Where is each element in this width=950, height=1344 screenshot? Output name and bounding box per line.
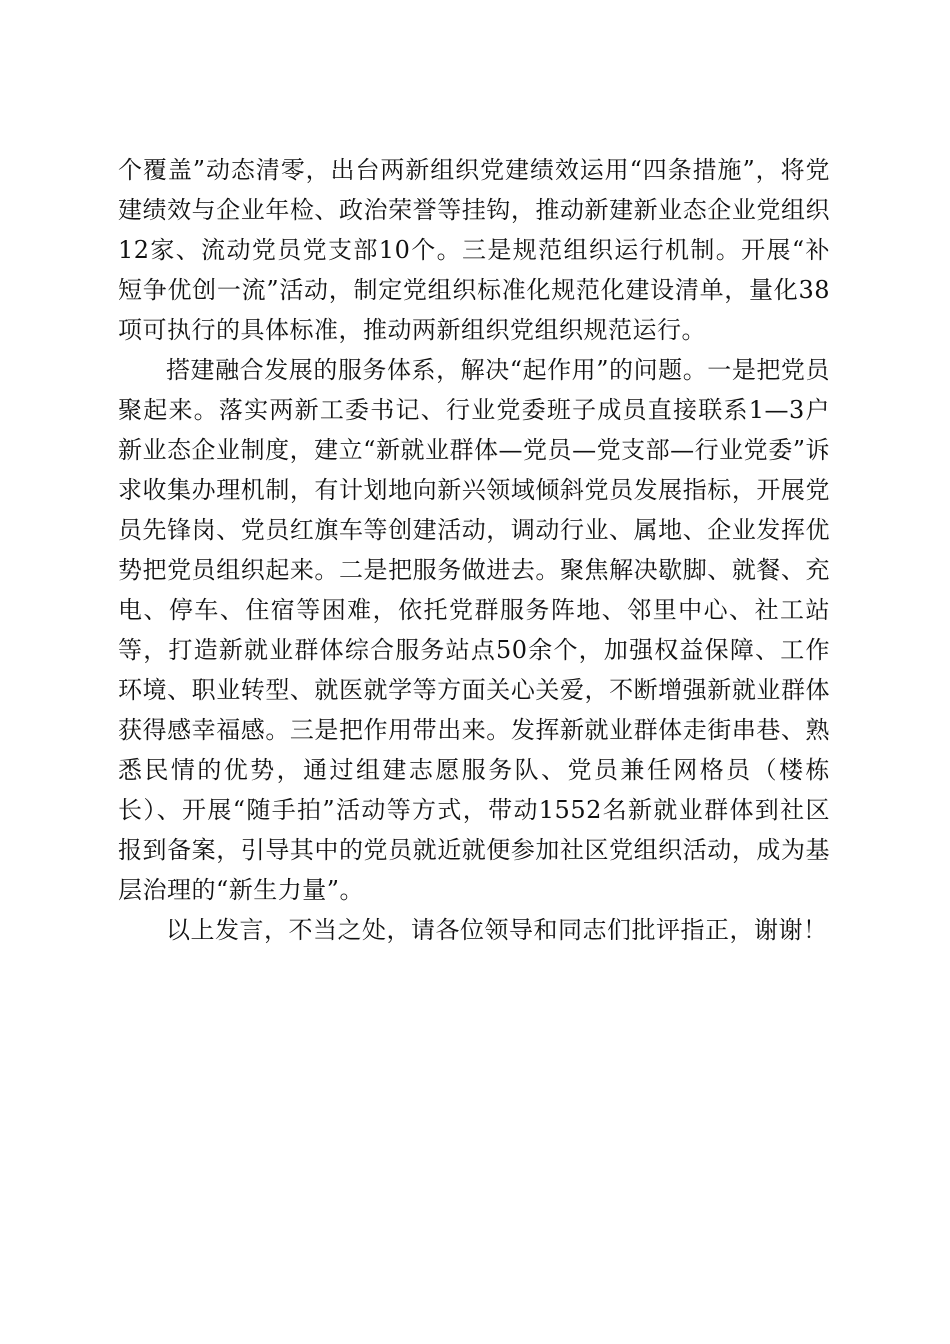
- paragraph-1: 个覆盖”动态清零，出台两新组织党建绩效运用“四条措施”，将党建绩效与企业年检、政治荣誉等挂钩，推动新建新业态企业党组织12家、流动党员党支部10个。三是规范组织运行机制。开展“补短争优创一流”活动，制定党组织标准化规范化建设清单，量化38项可执行的具体标准，推动两新组织党组织规范运行。: [118, 156, 830, 344]
- paragraph-2: 搭建融合发展的服务体系，解决“起作用”的问题。一是把党员聚起来。落实两新工委书记、行业党委班子成员直接联系1—3户新业态企业制度，建立“新就业群体—党员—党支部—行业党委”诉求收集办理机制，有计划地向新兴领域倾斜党员发展指标，开展党员先锋岗、党员红旗车等创建活动，调动行业、属地、企业发挥优势把党员组织起来。二是把服务做进去。聚焦解决歇脚、就餐、充电、停车、住宿等困难，依托党群服务阵地、邻里中心、社工站等，打造新就业群体综合服务站点50余个，加强权益保障、工作环境、职业转型、就医就学等方面关心关爱，不断增强新就业群体获得感幸福感。三是把作用带出来。发挥新就业群体走街串巷、熟悉民情的优势，通过组建志愿服务队、党员兼任网格员（楼栋长）、开展“随手拍”活动等方式，带动1552名新就业群体到社区报到备案，引导其中的党员就近就便参加社区党组织活动，成为基层治理的“新生力量”。: [118, 356, 830, 904]
- document-body: [118, 150, 830, 950]
- paragraph-3: 以上发言，不当之处，请各位领导和同志们批评指正，谢谢！: [166, 916, 828, 944]
